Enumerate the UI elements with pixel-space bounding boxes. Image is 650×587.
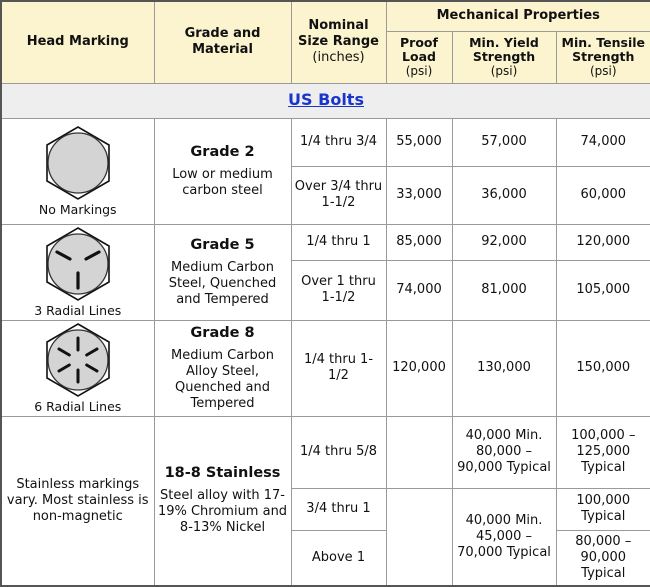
- table-row: [1, 320, 650, 416]
- col-header-proof-load: [386, 31, 452, 83]
- hex-head-no-markings-icon: [41, 125, 115, 201]
- grade-material-cell: [154, 118, 291, 224]
- col-header-mechanical-properties: Mechanical Properties: [386, 1, 650, 31]
- us-bolts-link[interactable]: US Bolts: [288, 89, 364, 109]
- grade-material: Steel alloy with 17-19% Chromium and 8-13% Nickel: [157, 488, 288, 536]
- grade-material-cell: [154, 224, 291, 320]
- min-tensile-units: (psi): [589, 64, 617, 78]
- grade-material: Low or medium carbon steel: [172, 166, 273, 198]
- col-header-min-yield: [452, 31, 556, 83]
- min-tensile-cell: 100,000 – 125,000 Typical: [556, 416, 650, 488]
- grade-material-cell: [154, 320, 291, 416]
- nominal-size-label: Nominal Size Range: [298, 18, 379, 50]
- proof-load-cell: 85,000: [386, 224, 452, 260]
- size-range-cell: 1/4 thru 3/4: [291, 118, 386, 166]
- grade-material: Medium Carbon Steel, Quenched and Tempered: [168, 259, 277, 307]
- min-tensile-cell: 80,000 – 90,000 Typical: [556, 530, 650, 586]
- size-range-cell: 1/4 thru 1-1/2: [291, 320, 386, 416]
- min-yield-cell: 36,000: [452, 166, 556, 224]
- min-tensile-label: Min. Tensile Strength: [561, 35, 645, 64]
- proof-load-cell: [386, 416, 452, 488]
- proof-load-cell: 33,000: [386, 166, 452, 224]
- grade-title: 18-8 Stainless: [164, 465, 281, 482]
- col-header-grade-material: Grade and Material: [154, 1, 291, 83]
- grade-title: Grade 2: [190, 143, 255, 160]
- table-row: [1, 118, 650, 166]
- size-range-cell: 1/4 thru 1: [291, 224, 386, 260]
- min-yield-cell: 81,000: [452, 260, 556, 320]
- proof-load-cell: 120,000: [386, 320, 452, 416]
- min-yield-label: Min. Yield Strength: [469, 35, 539, 64]
- min-tensile-cell: 60,000: [556, 166, 650, 224]
- hex-head-6-radial-lines-icon: [41, 322, 115, 398]
- col-header-min-tensile: [556, 31, 650, 83]
- grade-material: Medium Carbon Alloy Steel, Quenched and Tempered: [171, 347, 274, 411]
- col-header-nominal-size: [291, 1, 386, 83]
- min-tensile-cell: 150,000: [556, 320, 650, 416]
- min-yield-cell: 40,000 Min. 80,000 – 90,000 Typical: [452, 416, 556, 488]
- size-range-cell: Over 1 thru 1-1/2: [291, 260, 386, 320]
- head-marking-cell: [1, 224, 154, 320]
- table-row: [1, 416, 650, 488]
- proof-load-cell: 74,000: [386, 260, 452, 320]
- head-marking-label: No Markings: [38, 201, 117, 217]
- size-range-cell: 3/4 thru 1: [291, 488, 386, 530]
- head-marking-label: 6 Radial Lines: [34, 398, 122, 414]
- min-yield-units: (psi): [490, 64, 518, 78]
- min-tensile-cell: 105,000: [556, 260, 650, 320]
- section-row-us-bolts: [1, 83, 650, 118]
- min-yield-cell: 40,000 Min. 45,000 – 70,000 Typical: [452, 488, 556, 586]
- min-yield-cell: 130,000: [452, 320, 556, 416]
- grade-title: Grade 8: [190, 324, 255, 341]
- min-tensile-cell: 120,000: [556, 224, 650, 260]
- size-range-cell: 1/4 thru 5/8: [291, 416, 386, 488]
- grade-title: Grade 5: [190, 236, 255, 253]
- table-row: [1, 224, 650, 260]
- min-tensile-cell: 74,000: [556, 118, 650, 166]
- size-range-cell: Above 1: [291, 530, 386, 586]
- head-marking-label: 3 Radial Lines: [34, 302, 122, 318]
- proof-load-units: (psi): [405, 64, 433, 78]
- col-header-head-marking: Head Marking: [1, 1, 154, 83]
- min-yield-cell: 92,000: [452, 224, 556, 260]
- head-marking-cell: [1, 416, 154, 586]
- nominal-size-units: (inches): [312, 50, 365, 66]
- head-marking-cell: [1, 118, 154, 224]
- proof-load-cell: 55,000: [386, 118, 452, 166]
- proof-load-label: Proof Load: [400, 35, 438, 64]
- head-marking-note: Stainless markings vary. Most stainless is non-magnetic: [6, 476, 149, 524]
- head-marking-cell: [1, 320, 154, 416]
- proof-load-cell: [386, 488, 452, 586]
- hex-head-3-radial-lines-icon: [41, 226, 115, 302]
- grade-material-cell: [154, 416, 291, 586]
- min-tensile-cell: 100,000 Typical: [556, 488, 650, 530]
- min-yield-cell: 57,000: [452, 118, 556, 166]
- size-range-cell: Over 3/4 thru 1-1/2: [291, 166, 386, 224]
